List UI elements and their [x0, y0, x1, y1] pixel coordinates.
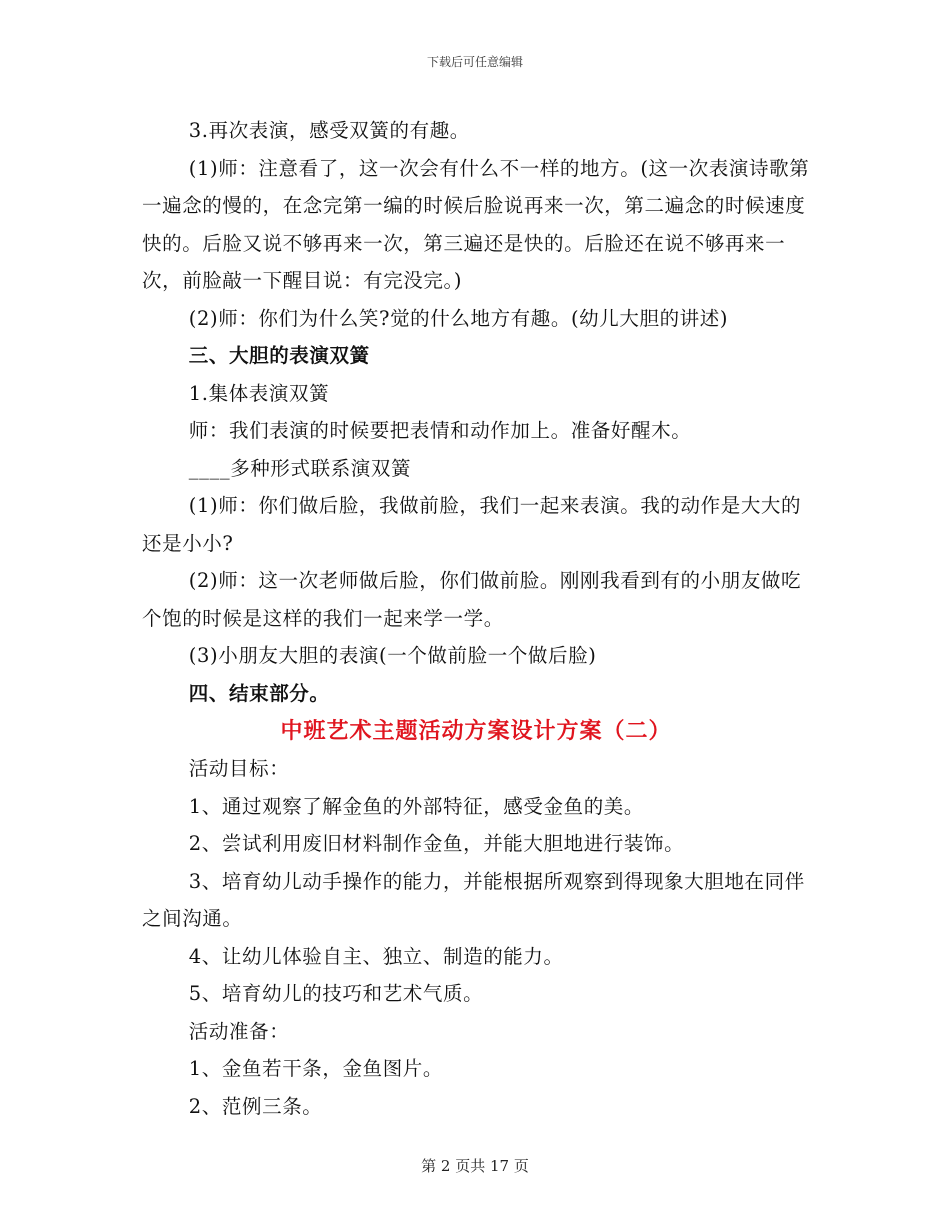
paragraph-form-2: (2)师：这一次老师做后脸，你们做前脸。刚刚我看到有的小朋友做吃个饱的时候是这样的我们一起来学一学。: [142, 569, 802, 630]
goal-item-5: 5、培育幼儿的技巧和艺术气质。: [188, 982, 484, 1005]
paragraph-collective-performance: 1.集体表演双簧: [188, 381, 330, 405]
goal-item-2: 2、尝试利用废旧材料制作金鱼，并能大胆地进行装饰。: [188, 832, 685, 855]
heading-section-4: 四、结束部分。: [188, 681, 330, 705]
paragraph-step-3: 3.再次表演，感受双簧的有趣。: [188, 119, 470, 142]
paragraph-form-3: (3)小朋友大胆的表演(一个做前脸一个做后脸): [188, 644, 597, 667]
goal-item-4: 4、让幼儿体验自主、独立、制造的能力。: [188, 944, 564, 968]
goal-item-1: 1、通过观察了解金鱼的外部特征，感受金鱼的美。: [188, 794, 645, 818]
goal-item-3: 3、培育幼儿动手操作的能力，并能根据所观察到得现象大胆地在同伴之间沟通。: [142, 869, 805, 930]
paragraph-teacher-instruction: 师：我们表演的时候要把表情和动作加上。准备好醒木。: [188, 419, 692, 442]
preparation-item-1: 1、金鱼若干条，金鱼图片。: [188, 1057, 444, 1080]
heading-section-3: 三、大胆的表演双簧: [188, 344, 370, 367]
paragraph-form-1: (1)师：你们做后脸，我做前脸，我们一起来表演。我的动作是大大的还是小小?: [142, 494, 802, 555]
heading-activity-preparation: 活动准备：: [188, 1019, 290, 1043]
page-footer: 第 2 页共 17 页: [421, 1157, 529, 1175]
paragraph-various-forms: ____多种形式联系演双簧: [188, 456, 412, 480]
paragraph-step-3-1: (1)师：注意看了，这一次会有什么不一样的地方。(这一次表演诗歌第一遍念的慢的，在念完第一编的时候后脸说再来一次，第二遍念的时候速度快的。后脸又说不够再来一次，第三遍还是快的。后脸还在说不够再来一次，前脸敲一下醒目说：有完没完。): [142, 156, 810, 292]
document-body: [142, 112, 810, 1125]
paragraph-step-3-2: (2)师：你们为什么笑?觉的什么地方有趣。(幼儿大胆的讲述): [188, 306, 729, 330]
preparation-item-2: 2、范例三条。: [188, 1094, 323, 1118]
section-title: 中班艺术主题活动方案设计方案（二）: [280, 718, 672, 744]
heading-activity-goals: 活动目标：: [188, 757, 290, 780]
page-header: 下载后可任意编辑: [426, 55, 523, 69]
